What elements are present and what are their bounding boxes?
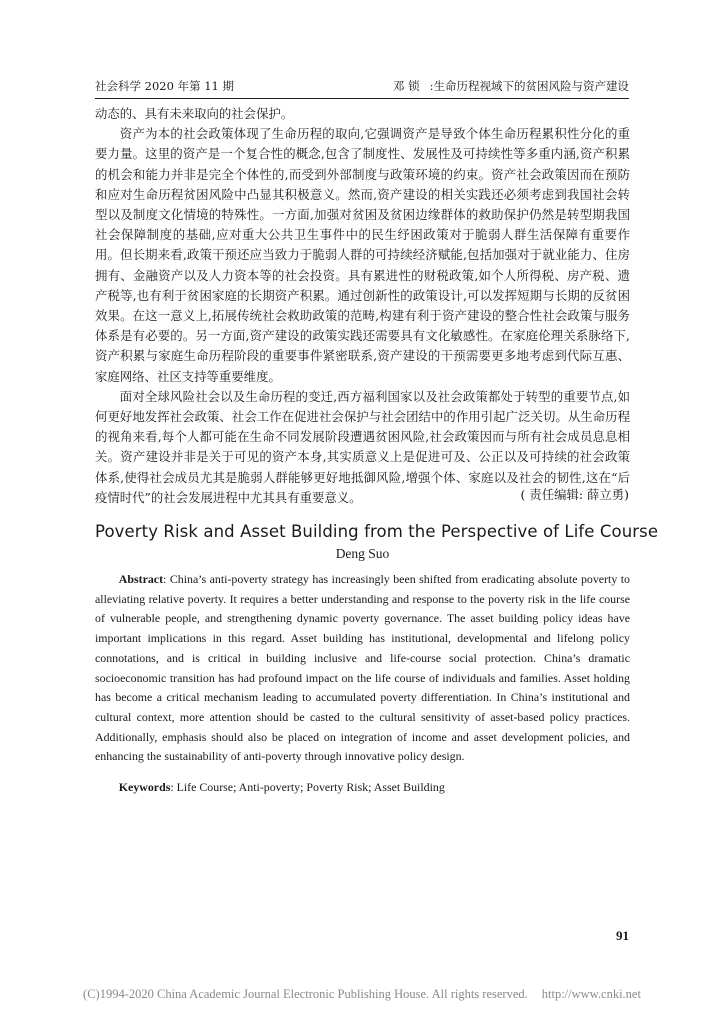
english-author: Deng Suo xyxy=(335,546,390,561)
body-paragraph: 动态的、具有未来取向的社会保护。 xyxy=(95,106,294,121)
keywords-text: : Life Course; Anti-poverty; Poverty Risk; Asset Building xyxy=(170,780,445,794)
abstract-label: Abstract xyxy=(118,572,164,586)
header-colon: : xyxy=(429,79,434,93)
keywords-label: Keywords xyxy=(118,780,171,794)
running-header xyxy=(95,78,629,99)
header-article-title: 生命历程视域下的贫困风险与资产建设 xyxy=(433,79,629,93)
header-author: 邓 锁 xyxy=(392,79,420,93)
chinese-body-text xyxy=(95,104,630,508)
english-keywords xyxy=(95,778,630,796)
journal-issue: 社会科学 2020 年第 11 期 xyxy=(95,79,235,93)
english-abstract xyxy=(95,570,630,767)
copyright-footer xyxy=(0,987,724,1002)
body-paragraph: 资产为本的社会政策体现了生命历程的取向,它强调资产是导致个体生命历程累积性分化的重要力量。这里的资产是一个复合性的概念,包含了制度性、发展性及可持续性等多重内涵,资产积累的机会和能力并非是完全个体性的,而受到外部制度与政策环境的约束。资产社会政策因而在预防和应对生命历程贫困风险中凸显其积极意义。然而,资产建设的相关实践还必须考虑到我国社会转型以及制度文化情境的特殊性。一方面,加强对贫困及贫困边缘群体的救助保护仍然是转型期我国社会保障制度的基础,应对重大公共卫生事件中的民生纾困政策对于脆弱人群生活保障有重要作用。但长期来看,政策干预还应当致力于脆弱人群的可持续经济赋能,包括加强对于就业能力、住房拥有、金融资产以及人力资本等的社会投资。具有累进性的财税政策,如个人所得税、房产税、遗产税等,也有利于贫困家庭的长期资产积累。通过创新性的政策设计,可以发挥短期与长期的反贫困效果。在这一意义上,拓展传统社会救助政策的范畴,构建有利于资产建设的整合性社会政策与服务体系是有必要的。另一方面,资产建设的政策实践还需要具有文化敏感性。在家庭伦理关系脉络下,资产积累与家庭生命历程阶段的重要事件紧密联系,资产建设的干预需要更多地考虑到代际互惠、家庭网络、社区支持等重要维度。 xyxy=(95,126,630,384)
abstract-text: : China’s anti-poverty strategy has increasingly been shifted from eradicating absolute poverty to alleviating relative poverty. It requires a better understanding and response to the poverty risk in the life course of vulnerable people, and strengthening dynamic poverty governance. The asset building policy ideas have important implications in this regard. Asset building has institutional, developmental and lifelong policy connotations, and is critical in building inclusive and life-course social protection. China’s dramatic socioeconomic transition has had profound impact on the life course of individuals and families. Asset holding has become a critical mechanism leading to accumulated poverty differentiation. In China’s institutional and cultural context, more attention should be casted to the cultural sensitivity of asset-based policy practices. Additionally, emphasis should also be placed on integration of income and asset development policies, and enhancing the sustainability of anti-poverty through innovative policy design. xyxy=(95,572,630,764)
page-number: 91 xyxy=(616,928,629,943)
header-right xyxy=(393,78,629,94)
footer-url[interactable]: http://www.cnki.net xyxy=(541,987,641,1001)
body-paragraph: 面对全球风险社会以及生命历程的变迁,西方福利国家以及社会政策都处于转型的重要节点,如何更好地发挥社会政策、社会工作在促进社会保护与社会团结中的作用引起广泛关切。从生命历程的视角来看,每个人都可能在生命不同发展阶段遭遇贫困风险,社会政策因而与所有社会成员息息相关。资产建设并非是关于可见的资产本身,其实质意义上是促进可及、公正以及可持续的社会政策体系,使得社会成员尤其是脆弱人群能够更好地抵御风险,增强个体、家庭以及社会的韧性,这在“后疫情时代”的社会发展进程中尤其具有重要意义。 xyxy=(95,388,630,505)
header-left xyxy=(95,78,244,94)
copyright-notice: (C)1994-2020 China Academic Journal Electronic Publishing House. All rights reserved. xyxy=(83,987,528,1001)
responsible-editor: ( 责任编辑: 薛立勇) xyxy=(520,487,629,502)
english-title: Poverty Risk and Asset Building from the Perspective of Life Course xyxy=(95,522,659,541)
